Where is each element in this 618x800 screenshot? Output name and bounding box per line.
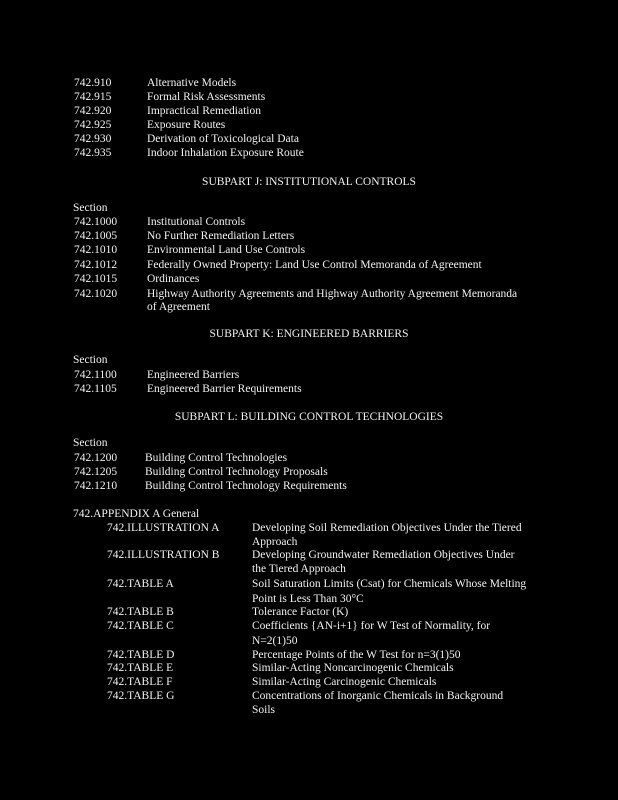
toc-entry <box>0 146 618 160</box>
toc-entry-continuation <box>0 300 618 314</box>
section-title: Highway Authority Agreements and Highway Authority Agreement Memoranda <box>147 288 518 300</box>
section-title: Engineered Barrier Requirements <box>147 383 302 395</box>
section-title: Derivation of Toxicological Data <box>147 133 299 145</box>
appendix-item-number: 742.TABLE A <box>107 578 174 590</box>
appendix-entry-continuation <box>0 535 618 549</box>
appendix-item-number: 742.TABLE C <box>107 620 174 632</box>
section-title: Ordinances <box>147 273 200 285</box>
appendix-item-title: Percentage Points of the W Test for n=3(1)50 <box>252 649 461 661</box>
section-title: Building Control Technologies <box>145 452 288 464</box>
section-number: 742.910 <box>74 77 112 89</box>
appendix-heading: 742.APPENDIX A General <box>73 508 200 520</box>
subpart-l-heading: SUBPART L: BUILDING CONTROL TECHNOLOGIES <box>174 411 444 423</box>
toc-entry <box>0 258 618 272</box>
appendix-entry-continuation <box>0 562 618 576</box>
appendix-item-number: 742.ILLUSTRATION A <box>107 522 220 534</box>
section-title: Building Control Technology Requirements <box>145 480 347 492</box>
appendix-item-title: Developing Soil Remediation Objectives Under the Tiered <box>252 522 522 534</box>
appendix-item-title: Tolerance Factor (K) <box>252 606 349 618</box>
section-title: Indoor Inhalation Exposure Route <box>147 147 304 159</box>
section-number: 742.925 <box>74 119 112 131</box>
appendix-entry-continuation <box>0 592 618 606</box>
section-number: 742.930 <box>74 133 112 145</box>
toc-entry <box>0 368 618 382</box>
appendix-item-title-continuation: Soils <box>252 704 276 716</box>
appendix-item-title-continuation: Point is Less Than 30°C <box>252 593 364 605</box>
appendix-item-title-continuation: N=2(1)50 <box>252 635 298 647</box>
appendix-entry <box>0 661 618 675</box>
toc-entry <box>0 465 618 479</box>
section-number: 742.1105 <box>74 383 117 395</box>
appendix-item-number: 742.TABLE E <box>107 662 174 674</box>
section-title: Impractical Remediation <box>147 105 261 117</box>
section-column-label: Section <box>73 354 108 366</box>
section-column-label: Section <box>73 202 108 214</box>
appendix-entry <box>0 605 618 619</box>
section-title: Environmental Land Use Controls <box>147 244 306 256</box>
appendix-item-title: Similar-Acting Carcinogenic Chemicals <box>252 676 437 688</box>
appendix-entry <box>0 675 618 689</box>
appendix-entry <box>0 689 618 703</box>
section-number: 742.1020 <box>74 288 118 300</box>
appendix-entry <box>0 577 618 591</box>
toc-entry <box>0 451 618 465</box>
section-title: No Further Remediation Letters <box>147 230 295 242</box>
appendix-item-title: Similar-Acting Noncarcinogenic Chemicals <box>252 662 454 674</box>
section-title: Building Control Technology Proposals <box>145 466 328 478</box>
appendix-entry <box>0 619 618 633</box>
appendix-item-number: 742.ILLUSTRATION B <box>107 549 220 561</box>
section-title: Institutional Controls <box>147 216 246 228</box>
toc-entry <box>0 243 618 257</box>
toc-entry <box>0 287 618 301</box>
section-number: 742.1205 <box>74 466 118 478</box>
toc-entry <box>0 215 618 229</box>
appendix-item-number: 742.TABLE G <box>107 690 175 702</box>
toc-entry <box>0 104 618 118</box>
section-number: 742.1012 <box>74 259 118 271</box>
appendix-item-number: 742.TABLE D <box>107 649 175 661</box>
subpart-j-heading: SUBPART J: INSTITUTIONAL CONTROLS <box>202 176 416 188</box>
section-title: Formal Risk Assessments <box>147 91 266 103</box>
toc-entry <box>0 118 618 132</box>
section-number: 742.1015 <box>74 273 118 285</box>
section-number: 742.935 <box>74 147 112 159</box>
section-number: 742.1005 <box>74 230 118 242</box>
toc-entry <box>0 479 618 493</box>
section-column-label: Section <box>73 437 108 449</box>
appendix-item-title-continuation: the Tiered Approach <box>252 563 346 575</box>
appendix-entry-continuation <box>0 634 618 648</box>
appendix-entry <box>0 648 618 662</box>
section-title: Federally Owned Property: Land Use Control Memoranda of Agreement <box>147 259 482 271</box>
appendix-item-number: 742.TABLE F <box>107 676 173 688</box>
section-number: 742.1100 <box>74 369 117 381</box>
appendix-item-title: Coefficients {AN-i+1} for W Test of Normality, for <box>252 620 491 632</box>
toc-entry <box>0 76 618 90</box>
appendix-entry-continuation <box>0 703 618 717</box>
appendix-entry <box>0 548 618 562</box>
appendix-entry <box>0 521 618 535</box>
toc-entry <box>0 272 618 286</box>
appendix-item-title: Soil Saturation Limits (Csat) for Chemicals Whose Melting <box>252 578 527 590</box>
section-title: Alternative Models <box>147 77 237 89</box>
section-number: 742.1010 <box>74 244 118 256</box>
toc-entry <box>0 132 618 146</box>
section-title: Exposure Routes <box>147 119 226 131</box>
toc-entry <box>0 229 618 243</box>
section-number: 742.1210 <box>74 480 118 492</box>
appendix-item-title: Developing Groundwater Remediation Objectives Under <box>252 549 515 561</box>
section-number: 742.920 <box>74 105 112 117</box>
section-title: Engineered Barriers <box>147 369 240 381</box>
toc-entry <box>0 382 618 396</box>
section-number: 742.915 <box>74 91 112 103</box>
section-number: 742.1200 <box>74 452 118 464</box>
appendix-item-number: 742.TABLE B <box>107 606 174 618</box>
appendix-item-title-continuation: Approach <box>252 536 298 548</box>
section-number: 742.1000 <box>74 216 118 228</box>
section-title-continuation: of Agreement <box>147 301 210 313</box>
toc-entry <box>0 90 618 104</box>
appendix-item-title: Concentrations of Inorganic Chemicals in Background <box>252 690 504 702</box>
subpart-k-heading: SUBPART K: ENGINEERED BARRIERS <box>209 328 409 340</box>
